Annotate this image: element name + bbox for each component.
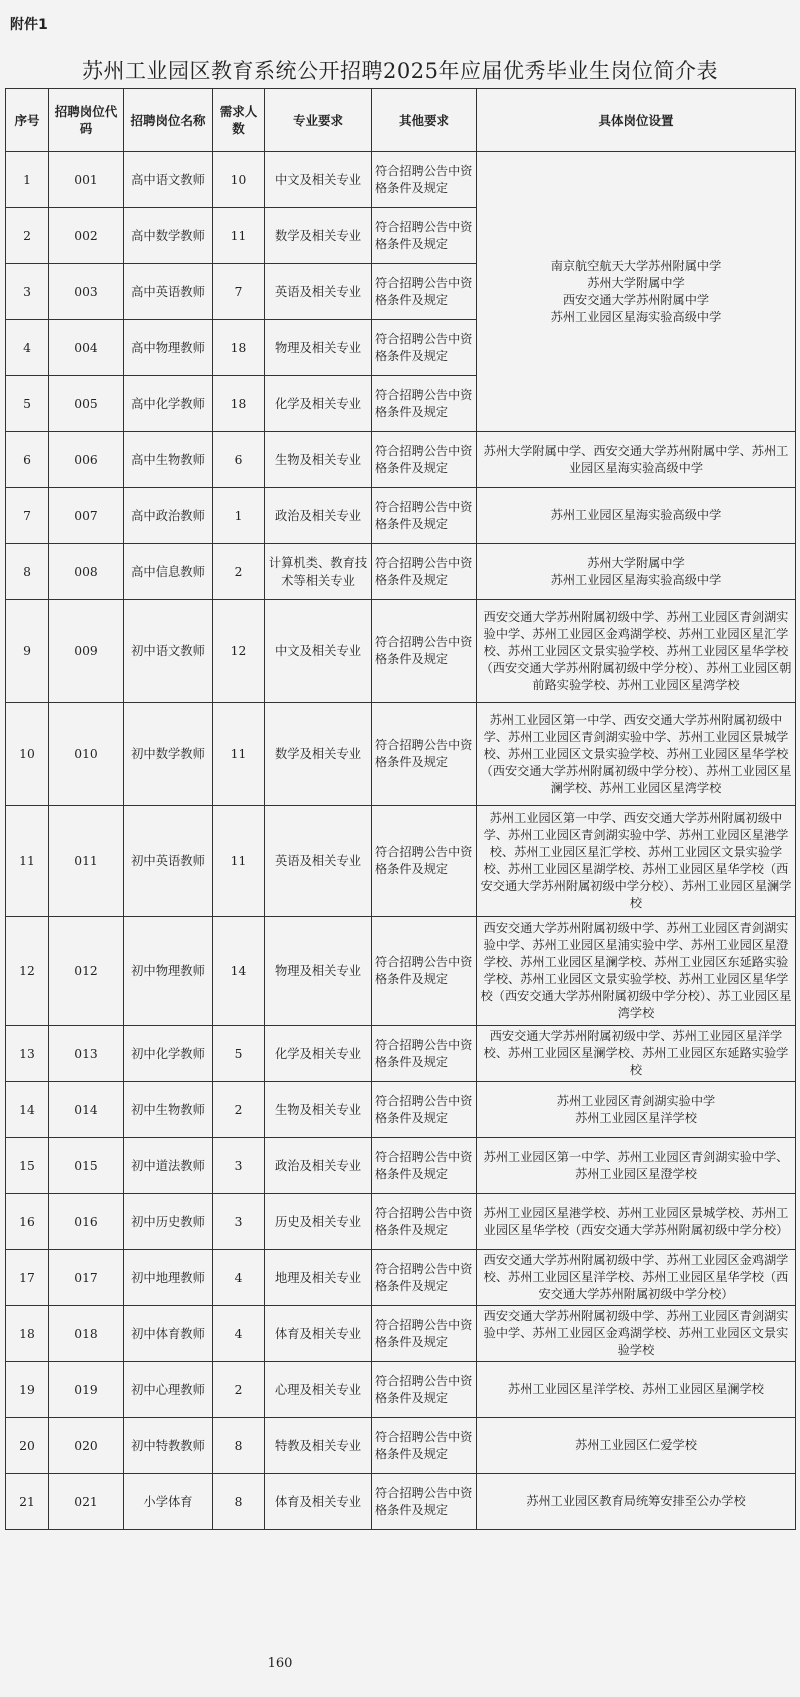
row-index-cell: 19: [6, 1362, 49, 1418]
row-code-cell: 004: [49, 320, 124, 376]
table-row: [6, 600, 796, 703]
row-other-cell: 符合招聘公告中资格条件及规定: [372, 1026, 477, 1082]
row-other-cell: 符合招聘公告中资格条件及规定: [372, 1362, 477, 1418]
row-other-cell: 符合招聘公告中资格条件及规定: [372, 806, 477, 917]
row-other-cell: 符合招聘公告中资格条件及规定: [372, 1474, 477, 1530]
row-other-cell: 符合招聘公告中资格条件及规定: [372, 376, 477, 432]
row-name-cell: 初中生物教师: [124, 1082, 213, 1138]
annex-label: 附件1: [10, 17, 48, 33]
row-name-cell: 初中心理教师: [124, 1362, 213, 1418]
row-major-cell: 物理及相关专业: [265, 320, 372, 376]
row-major-cell: 政治及相关专业: [265, 488, 372, 544]
row-other-cell: 符合招聘公告中资格条件及规定: [372, 544, 477, 600]
table-row: [6, 544, 796, 600]
row-location-cell: 西安交通大学苏州附属初级中学、苏州工业园区青剑湖实验中学、苏州工业园区星浦实验中学、苏州工业园区星澄学校、苏州工业园区星澜学校、苏州工业园区东延路实验学校、苏州工业园区文景实验学校、苏州工业园区星华学校（西安交通大学苏州附属初级中学分校）、苏工业园区星湾学校: [477, 917, 796, 1026]
row-count-cell: 8: [213, 1418, 265, 1474]
row-name-cell: 高中物理教师: [124, 320, 213, 376]
row-other-cell: 符合招聘公告中资格条件及规定: [372, 320, 477, 376]
row-major-cell: 英语及相关专业: [265, 264, 372, 320]
page-number: 160: [267, 1656, 293, 1671]
table-row: [6, 1194, 796, 1250]
row-code-cell: 001: [49, 152, 124, 208]
row-count-cell: 11: [213, 703, 265, 806]
header-name: 招聘岗位名称: [124, 89, 213, 152]
table-row: [6, 1026, 796, 1082]
row-name-cell: 初中体育教师: [124, 1306, 213, 1362]
row-count-cell: 12: [213, 600, 265, 703]
row-index-cell: 10: [6, 703, 49, 806]
row-count-cell: 1: [213, 488, 265, 544]
row-major-cell: 计算机类、教育技术等相关专业: [265, 544, 372, 600]
row-major-cell: 政治及相关专业: [265, 1138, 372, 1194]
row-other-cell: 符合招聘公告中资格条件及规定: [372, 432, 477, 488]
table-row: [6, 152, 796, 208]
row-index-cell: 1: [6, 152, 49, 208]
row-count-cell: 2: [213, 1082, 265, 1138]
header-location: 具体岗位设置: [477, 89, 796, 152]
merged-location-cell: 南京航空航天大学苏州附属中学 苏州大学附属中学 西安交通大学苏州附属中学 苏州工业园区星海实验高级中学: [477, 152, 796, 432]
row-index-cell: 11: [6, 806, 49, 917]
row-location-cell: 苏州工业园区星海实验高级中学: [477, 488, 796, 544]
row-code-cell: 005: [49, 376, 124, 432]
row-index-cell: 18: [6, 1306, 49, 1362]
row-other-cell: 符合招聘公告中资格条件及规定: [372, 1250, 477, 1306]
row-index-cell: 4: [6, 320, 49, 376]
row-name-cell: 初中道法教师: [124, 1138, 213, 1194]
row-code-cell: 012: [49, 917, 124, 1026]
row-index-cell: 20: [6, 1418, 49, 1474]
row-name-cell: 小学体育: [124, 1474, 213, 1530]
row-index-cell: 9: [6, 600, 49, 703]
row-other-cell: 符合招聘公告中资格条件及规定: [372, 264, 477, 320]
table-row: [6, 703, 796, 806]
row-count-cell: 11: [213, 208, 265, 264]
row-location-cell: 苏州工业园区星洋学校、苏州工业园区星澜学校: [477, 1362, 796, 1418]
row-other-cell: 符合招聘公告中资格条件及规定: [372, 600, 477, 703]
row-code-cell: 011: [49, 806, 124, 917]
row-name-cell: 初中历史教师: [124, 1194, 213, 1250]
table-header-row: [6, 89, 796, 152]
row-index-cell: 6: [6, 432, 49, 488]
row-other-cell: 符合招聘公告中资格条件及规定: [372, 208, 477, 264]
row-count-cell: 5: [213, 1026, 265, 1082]
row-name-cell: 高中生物教师: [124, 432, 213, 488]
row-index-cell: 12: [6, 917, 49, 1026]
table-row: [6, 1474, 796, 1530]
table-row: [6, 1250, 796, 1306]
row-location-cell: 苏州工业园区青剑湖实验中学 苏州工业园区星洋学校: [477, 1082, 796, 1138]
row-index-cell: 14: [6, 1082, 49, 1138]
row-count-cell: 8: [213, 1474, 265, 1530]
row-code-cell: 016: [49, 1194, 124, 1250]
table-row: [6, 488, 796, 544]
row-location-cell: 苏州工业园区第一中学、西安交通大学苏州附属初级中学、苏州工业园区青剑湖实验中学、苏州工业园区景城学校、苏州工业园区文景实验学校、苏州工业园区星华学校（西安交通大学苏州附属初级中学分校）、苏州工业园区星澜学校、苏州工业园区星湾学校: [477, 703, 796, 806]
row-count-cell: 2: [213, 544, 265, 600]
row-code-cell: 020: [49, 1418, 124, 1474]
row-location-cell: 西安交通大学苏州附属初级中学、苏州工业园区星洋学校、苏州工业园区星澜学校、苏州工业园区东延路实验学校: [477, 1026, 796, 1082]
row-code-cell: 007: [49, 488, 124, 544]
row-name-cell: 高中数学教师: [124, 208, 213, 264]
row-count-cell: 11: [213, 806, 265, 917]
row-location-cell: 苏州工业园区仁爱学校: [477, 1418, 796, 1474]
header-other: 其他要求: [372, 89, 477, 152]
table-row: [6, 1082, 796, 1138]
row-name-cell: 初中地理教师: [124, 1250, 213, 1306]
row-index-cell: 7: [6, 488, 49, 544]
row-major-cell: 数学及相关专业: [265, 208, 372, 264]
row-major-cell: 体育及相关专业: [265, 1306, 372, 1362]
row-major-cell: 化学及相关专业: [265, 376, 372, 432]
row-other-cell: 符合招聘公告中资格条件及规定: [372, 917, 477, 1026]
table-row: [6, 1306, 796, 1362]
row-major-cell: 物理及相关专业: [265, 917, 372, 1026]
table-row: [6, 1138, 796, 1194]
row-code-cell: 003: [49, 264, 124, 320]
row-other-cell: 符合招聘公告中资格条件及规定: [372, 1306, 477, 1362]
row-major-cell: 中文及相关专业: [265, 152, 372, 208]
row-location-cell: 苏州工业园区星港学校、苏州工业园区景城学校、苏州工业园区星华学校（西安交通大学苏州附属初级中学分校）: [477, 1194, 796, 1250]
row-other-cell: 符合招聘公告中资格条件及规定: [372, 488, 477, 544]
header-count: 需求人数: [213, 89, 265, 152]
row-other-cell: 符合招聘公告中资格条件及规定: [372, 703, 477, 806]
row-code-cell: 006: [49, 432, 124, 488]
table-row: [6, 806, 796, 917]
row-index-cell: 2: [6, 208, 49, 264]
row-other-cell: 符合招聘公告中资格条件及规定: [372, 1194, 477, 1250]
row-code-cell: 010: [49, 703, 124, 806]
row-location-cell: 西安交通大学苏州附属初级中学、苏州工业园区青剑湖实验中学、苏州工业园区金鸡湖学校、苏州工业园区文景实验学校: [477, 1306, 796, 1362]
row-count-cell: 2: [213, 1362, 265, 1418]
row-index-cell: 21: [6, 1474, 49, 1530]
row-other-cell: 符合招聘公告中资格条件及规定: [372, 152, 477, 208]
row-count-cell: 3: [213, 1138, 265, 1194]
row-code-cell: 017: [49, 1250, 124, 1306]
row-index-cell: 13: [6, 1026, 49, 1082]
positions-table: [5, 88, 796, 1530]
page-title: 苏州工业园区教育系统公开招聘2025年应届优秀毕业生岗位简介表: [82, 59, 718, 83]
row-name-cell: 初中数学教师: [124, 703, 213, 806]
row-index-cell: 15: [6, 1138, 49, 1194]
row-name-cell: 高中语文教师: [124, 152, 213, 208]
row-count-cell: 7: [213, 264, 265, 320]
row-major-cell: 数学及相关专业: [265, 703, 372, 806]
row-name-cell: 初中特教教师: [124, 1418, 213, 1474]
header-code: 招聘岗位代码: [49, 89, 124, 152]
row-count-cell: 10: [213, 152, 265, 208]
row-code-cell: 021: [49, 1474, 124, 1530]
table-row: [6, 1418, 796, 1474]
row-code-cell: 008: [49, 544, 124, 600]
row-name-cell: 初中英语教师: [124, 806, 213, 917]
row-location-cell: 苏州大学附属中学 苏州工业园区星海实验高级中学: [477, 544, 796, 600]
row-code-cell: 018: [49, 1306, 124, 1362]
header-major: 专业要求: [265, 89, 372, 152]
row-index-cell: 8: [6, 544, 49, 600]
row-major-cell: 体育及相关专业: [265, 1474, 372, 1530]
table-row: [6, 1362, 796, 1418]
row-name-cell: 初中化学教师: [124, 1026, 213, 1082]
row-code-cell: 019: [49, 1362, 124, 1418]
row-other-cell: 符合招聘公告中资格条件及规定: [372, 1138, 477, 1194]
row-index-cell: 16: [6, 1194, 49, 1250]
row-index-cell: 3: [6, 264, 49, 320]
row-name-cell: 高中政治教师: [124, 488, 213, 544]
row-code-cell: 002: [49, 208, 124, 264]
table-row: [6, 917, 796, 1026]
row-major-cell: 地理及相关专业: [265, 1250, 372, 1306]
row-location-cell: 苏州大学附属中学、西安交通大学苏州附属中学、苏州工业园区星海实验高级中学: [477, 432, 796, 488]
row-location-cell: 西安交通大学苏州附属初级中学、苏州工业园区青剑湖实验中学、苏州工业园区金鸡湖学校、苏州工业园区星汇学校、苏州工业园区文景实验学校、苏州工业园区星华学校（西安交通大学苏州附属初级中学分校）、苏州工业园区朝前路实验学校、苏州工业园区星湾学校: [477, 600, 796, 703]
header-index: 序号: [6, 89, 49, 152]
row-count-cell: 4: [213, 1250, 265, 1306]
row-code-cell: 009: [49, 600, 124, 703]
row-index-cell: 5: [6, 376, 49, 432]
row-count-cell: 18: [213, 376, 265, 432]
table-row: [6, 432, 796, 488]
row-other-cell: 符合招聘公告中资格条件及规定: [372, 1418, 477, 1474]
row-count-cell: 3: [213, 1194, 265, 1250]
row-name-cell: 高中信息教师: [124, 544, 213, 600]
row-other-cell: 符合招聘公告中资格条件及规定: [372, 1082, 477, 1138]
row-location-cell: 苏州工业园区第一中学、苏州工业园区青剑湖实验中学、苏州工业园区星澄学校: [477, 1138, 796, 1194]
row-major-cell: 生物及相关专业: [265, 1082, 372, 1138]
row-code-cell: 013: [49, 1026, 124, 1082]
row-count-cell: 4: [213, 1306, 265, 1362]
row-major-cell: 生物及相关专业: [265, 432, 372, 488]
row-location-cell: 苏州工业园区教育局统筹安排至公办学校: [477, 1474, 796, 1530]
row-name-cell: 高中英语教师: [124, 264, 213, 320]
row-count-cell: 14: [213, 917, 265, 1026]
row-count-cell: 18: [213, 320, 265, 376]
row-location-cell: 苏州工业园区第一中学、西安交通大学苏州附属初级中学、苏州工业园区青剑湖实验中学、苏州工业园区星港学校、苏州工业园区星汇学校、苏州工业园区文景实验学校、苏州工业园区星湖学校、苏州工业园区星华学校（西安交通大学苏州附属初级中学分校）、苏州工业园区星澜学校: [477, 806, 796, 917]
row-major-cell: 心理及相关专业: [265, 1362, 372, 1418]
row-location-cell: 西安交通大学苏州附属初级中学、苏州工业园区金鸡湖学校、苏州工业园区星洋学校、苏州工业园区星华学校（西安交通大学苏州附属初级中学分校）: [477, 1250, 796, 1306]
row-major-cell: 特教及相关专业: [265, 1418, 372, 1474]
row-count-cell: 6: [213, 432, 265, 488]
row-name-cell: 初中物理教师: [124, 917, 213, 1026]
row-code-cell: 014: [49, 1082, 124, 1138]
table-body: [6, 152, 796, 1530]
row-major-cell: 中文及相关专业: [265, 600, 372, 703]
row-name-cell: 初中语文教师: [124, 600, 213, 703]
row-major-cell: 化学及相关专业: [265, 1026, 372, 1082]
row-index-cell: 17: [6, 1250, 49, 1306]
row-name-cell: 高中化学教师: [124, 376, 213, 432]
row-code-cell: 015: [49, 1138, 124, 1194]
row-major-cell: 历史及相关专业: [265, 1194, 372, 1250]
row-major-cell: 英语及相关专业: [265, 806, 372, 917]
